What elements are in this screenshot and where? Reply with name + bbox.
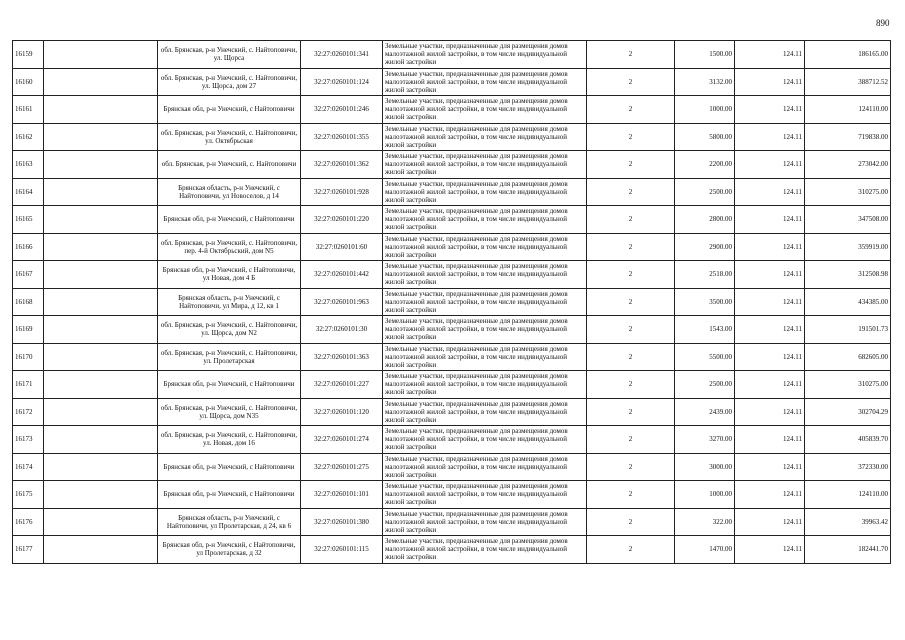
area-cell: 2500.00 <box>675 178 735 206</box>
row-number: 16159 <box>13 41 44 69</box>
rate-cell: 124.11 <box>735 123 805 151</box>
spacer-cell <box>44 41 158 69</box>
cadastral-number-cell: 32:27:0260101:274 <box>301 426 383 454</box>
address-cell: обл. Брянская, р-н Унечский, с. Найтоповичи, ул. Октябрьская <box>158 123 301 151</box>
purpose-cell: Земельные участки, предназначенные для размещения домов малоэтажной жилой застройки, в том числе индивидуальной жилой застройки <box>383 481 587 509</box>
cadastral-value-cell: 347508.00 <box>805 206 891 234</box>
row-number: 16170 <box>13 343 44 371</box>
row-number: 16173 <box>13 426 44 454</box>
spacer-cell <box>44 398 158 426</box>
purpose-cell: Земельные участки, предназначенные для размещения домов малоэтажной жилой застройки, в том числе индивидуальной жилой застройки <box>383 96 587 124</box>
rate-cell: 124.11 <box>735 233 805 261</box>
cadastral-number-cell: 32:27:0260101:120 <box>301 398 383 426</box>
cadastral-number-cell: 32:27:0260101:341 <box>301 41 383 69</box>
address-cell: обл. Брянская, р-н Унечский, с. Найтоповичи, ул. Щорса, дом N2 <box>158 316 301 344</box>
purpose-cell: Земельные участки, предназначенные для размещения домов малоэтажной жилой застройки, в том числе индивидуальной жилой застройки <box>383 453 587 481</box>
rate-cell: 124.11 <box>735 261 805 289</box>
table-row <box>13 96 891 124</box>
address-cell: обл. Брянская, р-н Унечский, с. Найтоповичи, ул. Пролетарская <box>158 343 301 371</box>
area-cell: 3132.00 <box>675 68 735 96</box>
row-number: 16166 <box>13 233 44 261</box>
address-cell: Брянская обл, р-н Унечский, с Найтоповичи <box>158 453 301 481</box>
spacer-cell <box>44 206 158 234</box>
rate-cell: 124.11 <box>735 151 805 179</box>
address-cell: обл. Брянская, р-н Унечский, с. Найтоповичи, ул. Новая, дом 16 <box>158 426 301 454</box>
spacer-cell <box>44 508 158 536</box>
cadastral-value-cell: 186165.00 <box>805 41 891 69</box>
cadastral-number-cell: 32:27:0260101:442 <box>301 261 383 289</box>
cadastral-value-cell: 182441.70 <box>805 536 891 564</box>
row-number: 16175 <box>13 481 44 509</box>
rate-cell: 124.11 <box>735 508 805 536</box>
area-cell: 1000.00 <box>675 481 735 509</box>
table-row <box>13 536 891 564</box>
group-cell: 2 <box>587 343 675 371</box>
address-cell: Брянская обл, р-н Унечский, с Найтоповичи <box>158 96 301 124</box>
cadastral-value-cell: 273042.00 <box>805 151 891 179</box>
cadastral-number-cell: 32:27:0260101:124 <box>301 68 383 96</box>
cadastral-value-cell: 191501.73 <box>805 316 891 344</box>
rate-cell: 124.11 <box>735 96 805 124</box>
area-cell: 3270.00 <box>675 426 735 454</box>
rate-cell: 124.11 <box>735 481 805 509</box>
address-cell: обл. Брянская, р-н Унечский, с. Найтоповичи, ул. Щорса, дом 27 <box>158 68 301 96</box>
cadastral-number-cell: 32:27:0260101:246 <box>301 96 383 124</box>
address-cell: Брянская область, р-н Унечский, с Найтоповичи, ул Мира, д 12, кв 1 <box>158 288 301 316</box>
group-cell: 2 <box>587 41 675 69</box>
area-cell: 1500.00 <box>675 41 735 69</box>
table-row <box>13 481 891 509</box>
cadastral-number-cell: 32:27:0260101:30 <box>301 316 383 344</box>
group-cell: 2 <box>587 96 675 124</box>
purpose-cell: Земельные участки, предназначенные для размещения домов малоэтажной жилой застройки, в том числе индивидуальной жилой застройки <box>383 206 587 234</box>
table-row <box>13 343 891 371</box>
cadastral-number-cell: 32:27:0260101:355 <box>301 123 383 151</box>
area-cell: 1000.00 <box>675 96 735 124</box>
purpose-cell: Земельные участки, предназначенные для размещения домов малоэтажной жилой застройки, в том числе индивидуальной жилой застройки <box>383 151 587 179</box>
table-row <box>13 426 891 454</box>
group-cell: 2 <box>587 453 675 481</box>
address-cell: Брянская обл, р-н Унечский, с Найтоповичи <box>158 481 301 509</box>
area-cell: 1470.00 <box>675 536 735 564</box>
rate-cell: 124.11 <box>735 288 805 316</box>
address-cell: обл. Брянская, р-н Унечский, с. Найтоповичи, пер. 4-й Октябрьский, дом N5 <box>158 233 301 261</box>
row-number: 16167 <box>13 261 44 289</box>
row-number: 16176 <box>13 508 44 536</box>
spacer-cell <box>44 151 158 179</box>
cadastral-value-cell: 312508.98 <box>805 261 891 289</box>
rate-cell: 124.11 <box>735 316 805 344</box>
cadastral-value-cell: 388712.52 <box>805 68 891 96</box>
area-cell: 2439.00 <box>675 398 735 426</box>
group-cell: 2 <box>587 68 675 96</box>
cadastral-value-cell: 405839.70 <box>805 426 891 454</box>
spacer-cell <box>44 453 158 481</box>
spacer-cell <box>44 316 158 344</box>
group-cell: 2 <box>587 288 675 316</box>
area-cell: 2800.00 <box>675 206 735 234</box>
row-number: 16164 <box>13 178 44 206</box>
group-cell: 2 <box>587 151 675 179</box>
cadastral-value-cell: 124110.00 <box>805 96 891 124</box>
purpose-cell: Земельные участки, предназначенные для размещения домов малоэтажной жилой застройки, в том числе индивидуальной жилой застройки <box>383 316 587 344</box>
area-cell: 2900.00 <box>675 233 735 261</box>
group-cell: 2 <box>587 261 675 289</box>
purpose-cell: Земельные участки, предназначенные для размещения домов малоэтажной жилой застройки, в том числе индивидуальной жилой застройки <box>383 508 587 536</box>
address-cell: Брянская обл, р-н Унечский, с Найтоповичи, ул Новая, дом 4 Б <box>158 261 301 289</box>
area-cell: 5500.00 <box>675 343 735 371</box>
area-cell: 322.00 <box>675 508 735 536</box>
spacer-cell <box>44 343 158 371</box>
address-cell: Брянская обл, р-н Унечский, с Найтоповичи <box>158 206 301 234</box>
cadastral-value-cell: 310275.00 <box>805 178 891 206</box>
table-row <box>13 41 891 69</box>
area-cell: 1543.00 <box>675 316 735 344</box>
row-number: 16168 <box>13 288 44 316</box>
row-number: 16161 <box>13 96 44 124</box>
row-number: 16165 <box>13 206 44 234</box>
rate-cell: 124.11 <box>735 536 805 564</box>
cadastral-number-cell: 32:27:0260101:363 <box>301 343 383 371</box>
address-cell: Брянская обл, р-н Унечский, с Найтоповичи, ул Пролетарская, д 32 <box>158 536 301 564</box>
address-cell: Брянская обл, р-н Унечский, с Найтоповичи <box>158 371 301 399</box>
spacer-cell <box>44 536 158 564</box>
cadastral-value-cell: 302704.29 <box>805 398 891 426</box>
cadastral-value-cell: 124110.00 <box>805 481 891 509</box>
row-number: 16171 <box>13 371 44 399</box>
area-cell: 2500.00 <box>675 371 735 399</box>
rate-cell: 124.11 <box>735 371 805 399</box>
purpose-cell: Земельные участки, предназначенные для размещения домов малоэтажной жилой застройки, в том числе индивидуальной жилой застройки <box>383 68 587 96</box>
table-row <box>13 68 891 96</box>
spacer-cell <box>44 288 158 316</box>
cadastral-value-cell: 719838.00 <box>805 123 891 151</box>
purpose-cell: Земельные участки, предназначенные для размещения домов малоэтажной жилой застройки, в том числе индивидуальной жилой застройки <box>383 41 587 69</box>
spacer-cell <box>44 481 158 509</box>
address-cell: Брянская область, р-н Унечский, с Найтоповичи, ул Новоселов, д 14 <box>158 178 301 206</box>
row-number: 16174 <box>13 453 44 481</box>
purpose-cell: Земельные участки, предназначенные для размещения домов малоэтажной жилой застройки, в том числе индивидуальной жилой застройки <box>383 123 587 151</box>
land-registry-table <box>12 40 891 564</box>
spacer-cell <box>44 178 158 206</box>
group-cell: 2 <box>587 316 675 344</box>
page-number: 890 <box>876 18 890 28</box>
rate-cell: 124.11 <box>735 426 805 454</box>
row-number: 16160 <box>13 68 44 96</box>
area-cell: 2518.00 <box>675 261 735 289</box>
row-number: 16177 <box>13 536 44 564</box>
purpose-cell: Земельные участки, предназначенные для размещения домов малоэтажной жилой застройки, в том числе индивидуальной жилой застройки <box>383 398 587 426</box>
purpose-cell: Земельные участки, предназначенные для размещения домов малоэтажной жилой застройки, в том числе индивидуальной жилой застройки <box>383 261 587 289</box>
rate-cell: 124.11 <box>735 68 805 96</box>
purpose-cell: Земельные участки, предназначенные для размещения домов малоэтажной жилой застройки, в том числе индивидуальной жилой застройки <box>383 371 587 399</box>
cadastral-number-cell: 32:27:0260101:963 <box>301 288 383 316</box>
cadastral-number-cell: 32:27:0260101:220 <box>301 206 383 234</box>
table-row <box>13 398 891 426</box>
cadastral-value-cell: 434385.00 <box>805 288 891 316</box>
group-cell: 2 <box>587 123 675 151</box>
spacer-cell <box>44 426 158 454</box>
spacer-cell <box>44 96 158 124</box>
purpose-cell: Земельные участки, предназначенные для размещения домов малоэтажной жилой застройки, в том числе индивидуальной жилой застройки <box>383 233 587 261</box>
address-cell: обл. Брянская, р-н Унечский, с. Найтоповичи, ул. Щорса, дом N35 <box>158 398 301 426</box>
table-row <box>13 206 891 234</box>
purpose-cell: Земельные участки, предназначенные для размещения домов малоэтажной жилой застройки, в том числе индивидуальной жилой застройки <box>383 178 587 206</box>
area-cell: 3000.00 <box>675 453 735 481</box>
table-row <box>13 508 891 536</box>
address-cell: обл. Брянская, р-н Унечский, с. Найтоповичи, ул. Щорса <box>158 41 301 69</box>
purpose-cell: Земельные участки, предназначенные для размещения домов малоэтажной жилой застройки, в том числе индивидуальной жилой застройки <box>383 536 587 564</box>
rate-cell: 124.11 <box>735 41 805 69</box>
group-cell: 2 <box>587 371 675 399</box>
rate-cell: 124.11 <box>735 178 805 206</box>
table-row <box>13 178 891 206</box>
rate-cell: 124.11 <box>735 206 805 234</box>
cadastral-number-cell: 32:27:0260101:101 <box>301 481 383 509</box>
row-number: 16162 <box>13 123 44 151</box>
table-row <box>13 371 891 399</box>
group-cell: 2 <box>587 426 675 454</box>
purpose-cell: Земельные участки, предназначенные для размещения домов малоэтажной жилой застройки, в том числе индивидуальной жилой застройки <box>383 288 587 316</box>
group-cell: 2 <box>587 398 675 426</box>
purpose-cell: Земельные участки, предназначенные для размещения домов малоэтажной жилой застройки, в том числе индивидуальной жилой застройки <box>383 343 587 371</box>
cadastral-number-cell: 32:27:0260101:227 <box>301 371 383 399</box>
area-cell: 3500.00 <box>675 288 735 316</box>
row-number: 16169 <box>13 316 44 344</box>
table-row <box>13 288 891 316</box>
group-cell: 2 <box>587 508 675 536</box>
group-cell: 2 <box>587 536 675 564</box>
table-row <box>13 261 891 289</box>
rate-cell: 124.11 <box>735 453 805 481</box>
cadastral-number-cell: 32:27:0260101:928 <box>301 178 383 206</box>
table-row <box>13 233 891 261</box>
area-cell: 2200.00 <box>675 151 735 179</box>
cadastral-value-cell: 359919.00 <box>805 233 891 261</box>
group-cell: 2 <box>587 233 675 261</box>
spacer-cell <box>44 261 158 289</box>
table-row <box>13 316 891 344</box>
cadastral-number-cell: 32:27:0260101:115 <box>301 536 383 564</box>
rate-cell: 124.11 <box>735 398 805 426</box>
cadastral-number-cell: 32:27:0260101:275 <box>301 453 383 481</box>
cadastral-value-cell: 682605.00 <box>805 343 891 371</box>
spacer-cell <box>44 68 158 96</box>
cadastral-number-cell: 32:27:0260101:380 <box>301 508 383 536</box>
group-cell: 2 <box>587 178 675 206</box>
row-number: 16172 <box>13 398 44 426</box>
purpose-cell: Земельные участки, предназначенные для размещения домов малоэтажной жилой застройки, в том числе индивидуальной жилой застройки <box>383 426 587 454</box>
table-row <box>13 151 891 179</box>
table-row <box>13 123 891 151</box>
cadastral-value-cell: 372330.00 <box>805 453 891 481</box>
rate-cell: 124.11 <box>735 343 805 371</box>
spacer-cell <box>44 371 158 399</box>
address-cell: Брянская область, р-н Унечский, с Найтоповичи, ул Пролетарская, д 24, кв 6 <box>158 508 301 536</box>
area-cell: 5800.00 <box>675 123 735 151</box>
cadastral-number-cell: 32:27:0260101:362 <box>301 151 383 179</box>
row-number: 16163 <box>13 151 44 179</box>
group-cell: 2 <box>587 481 675 509</box>
spacer-cell <box>44 233 158 261</box>
cadastral-number-cell: 32:27:0260101:60 <box>301 233 383 261</box>
address-cell: обл. Брянская, р-н Унечский, с. Найтоповичи <box>158 151 301 179</box>
cadastral-value-cell: 310275.00 <box>805 371 891 399</box>
spacer-cell <box>44 123 158 151</box>
group-cell: 2 <box>587 206 675 234</box>
cadastral-value-cell: 39963.42 <box>805 508 891 536</box>
table-row <box>13 453 891 481</box>
